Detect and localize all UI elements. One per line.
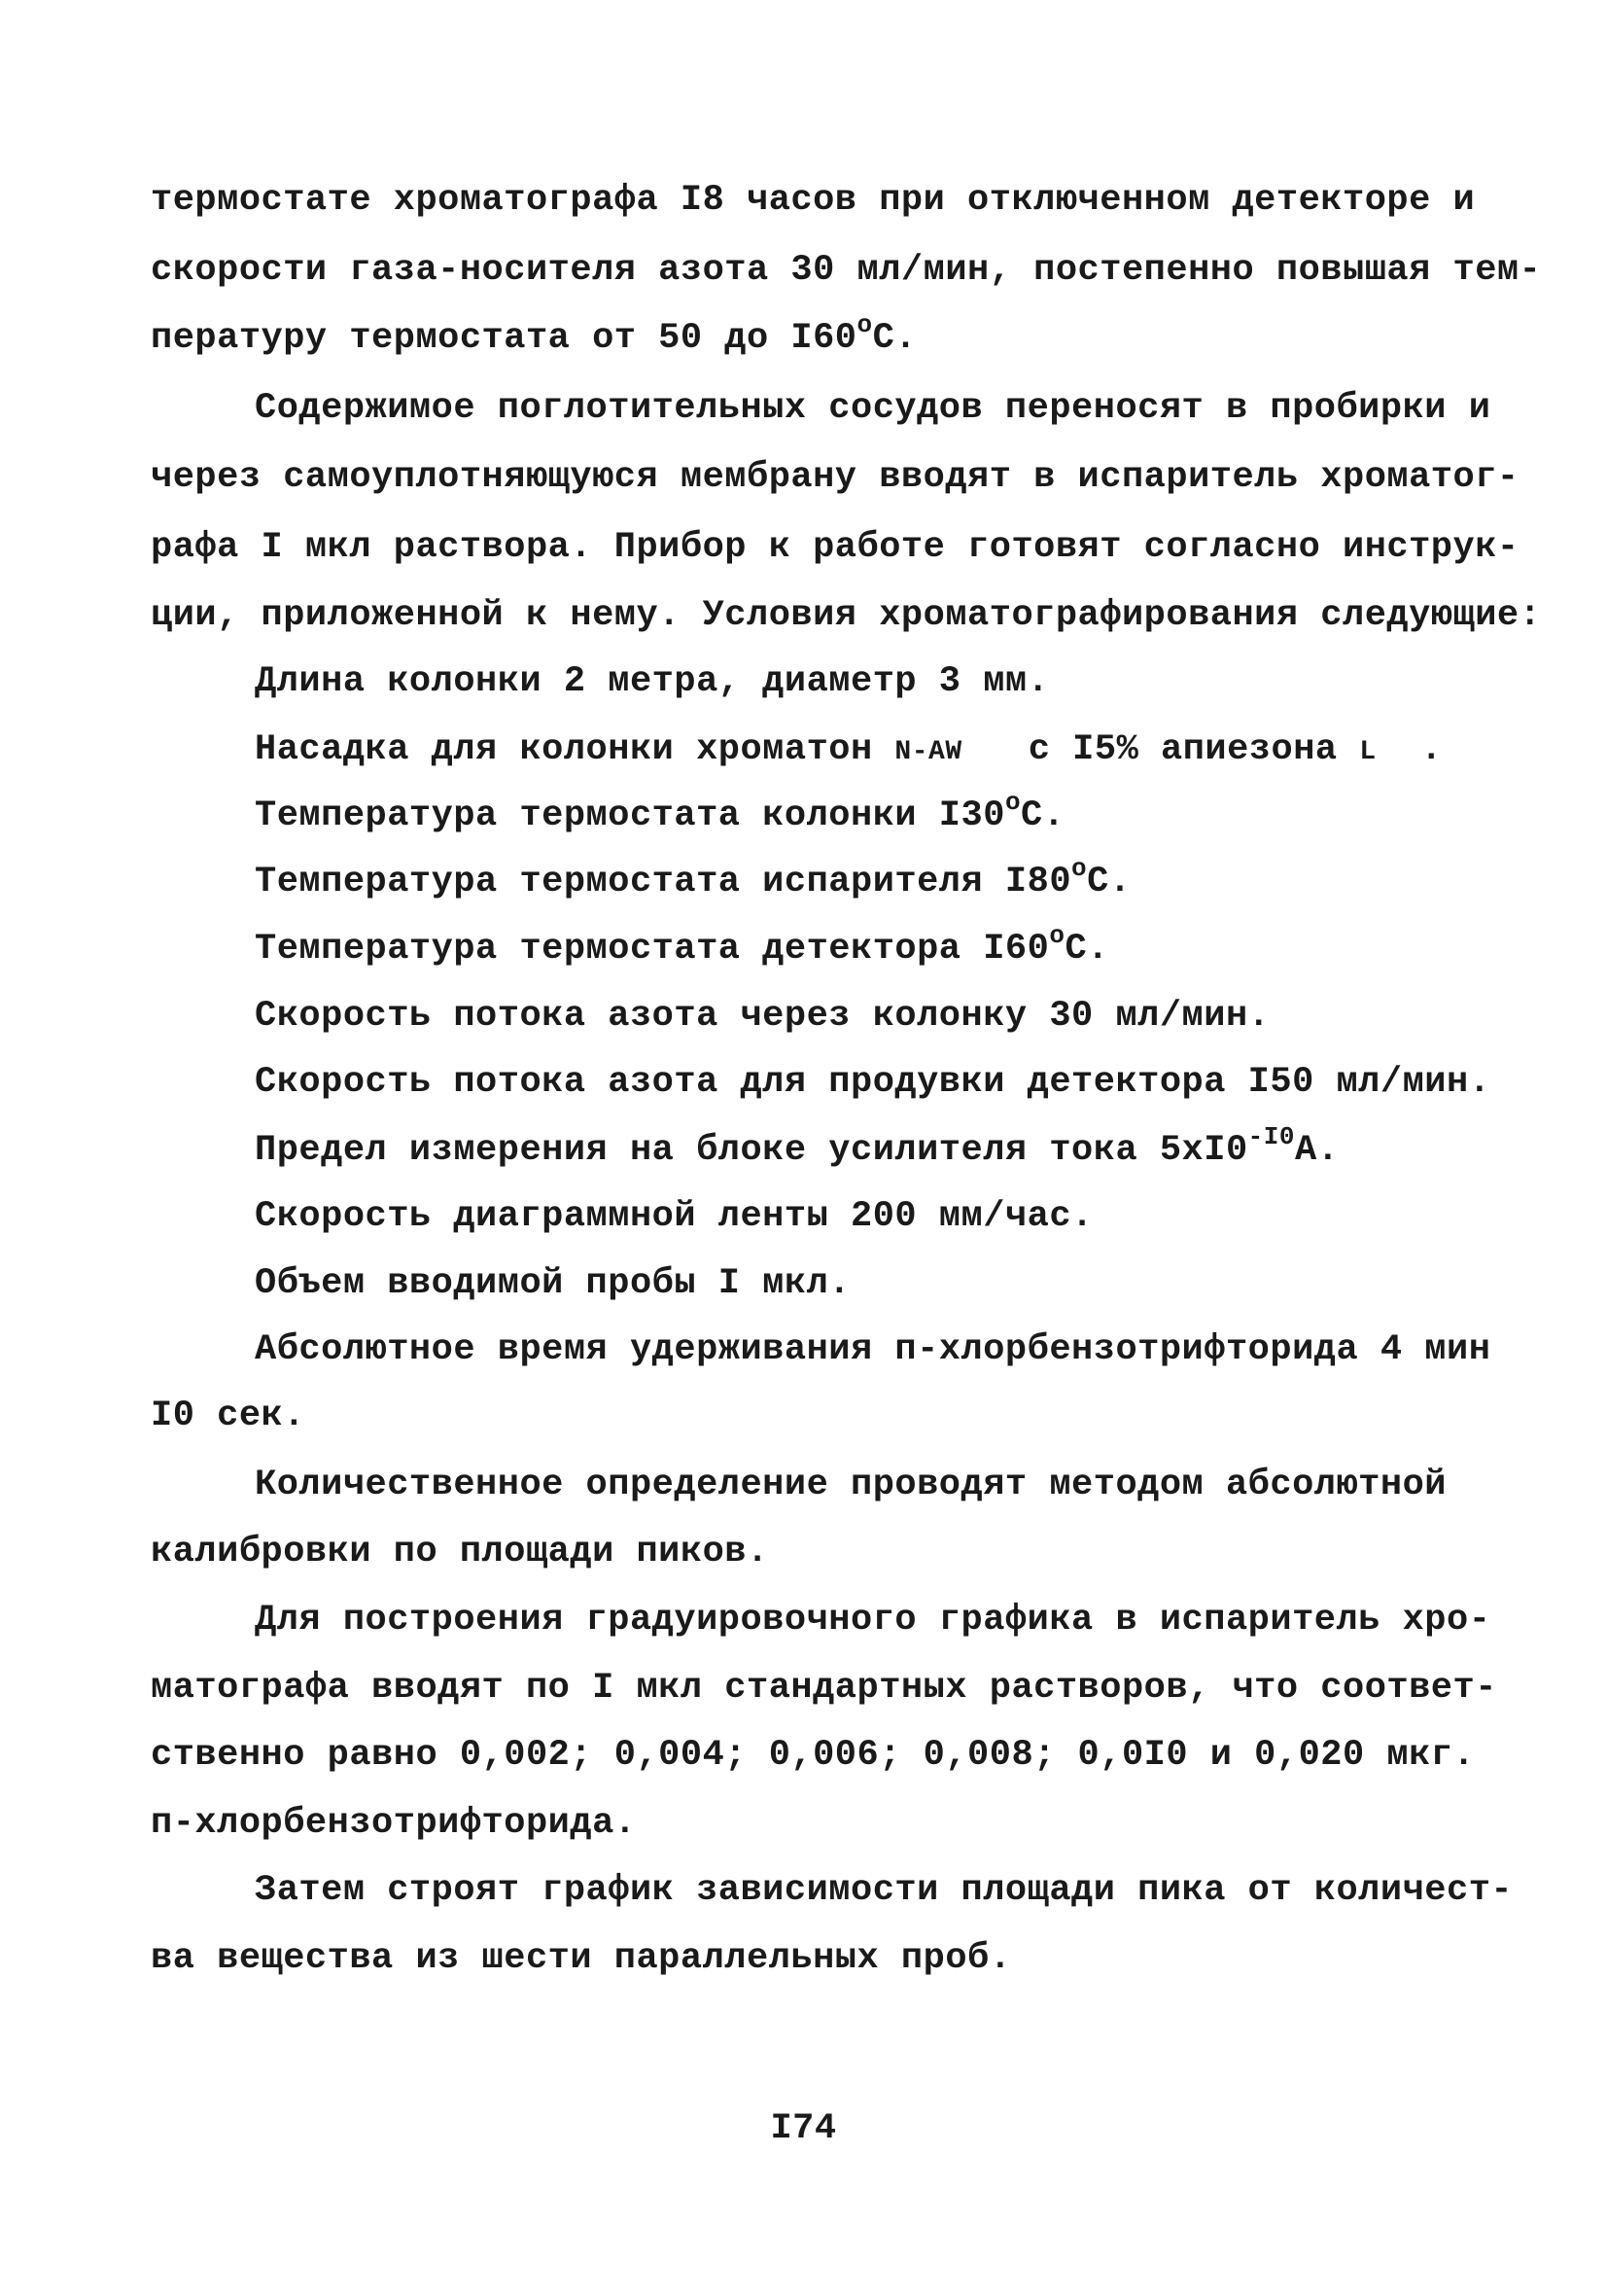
text-span: А. [1294,1130,1340,1171]
text-line: матографа вводят по I мкл стандартных растворов, что соответ- [151,1668,1497,1709]
text-line [255,854,1132,902]
text-line [255,921,1109,970]
text-line: п-хлорбензотрифторида. [151,1803,637,1844]
text-line [255,788,1066,836]
degree-sup: о [1071,854,1088,883]
text-span: с I5% апиезона [1028,729,1338,770]
text-line: Скорость диаграммной ленты 200 мм/час. [255,1196,1094,1237]
text-span: С. [1087,862,1132,902]
text-line: ственно равно 0,002; 0,004; 0,006; 0,008; 0,0I0 и 0,020 мкг. [151,1735,1476,1776]
text-span: С. [1021,795,1066,836]
text-line: Для построения градуировочного графика в испаритель хро- [255,1600,1491,1641]
text-line: скорости газа-носителя азота 30 мл/мин, постепенно повышая тем- [151,250,1542,291]
text-span: С. [1065,929,1109,970]
degree-sup: о [1049,921,1066,950]
text-line: Скорость потока азота через колонку 30 мл/мин. [255,996,1271,1037]
text-line [255,1122,1340,1171]
text-line: Содержимое поглотительных сосудов переносят в пробирки и [255,388,1491,429]
text-line: Скорость потока азота для продувки детектора I50 мл/мин. [255,1062,1491,1103]
text-line: ции, приложенной к нему. Условия хроматографирования следующие: [151,595,1542,636]
text-span: Температура термостата колонки I30 [255,795,1005,836]
text-line: Объем вводимой пробы I мкл. [255,1263,851,1304]
text-line: I0 сек. [151,1395,305,1436]
exponent-sup: -I0 [1247,1122,1295,1151]
text-line: ва вещества из шести параллельных проб. [151,1938,1012,1979]
text-span: Предел измерения на блоке усилителя тока 5хI0 [255,1130,1248,1171]
text-span: Температура термостата детектора I60 [255,929,1050,970]
text-line: через самоуплотняющуюся мембрану вводят в испаритель хроматог- [151,457,1520,498]
text-span: пературу термостата от 50 до I60 [151,318,857,359]
page-number: I74 [770,2108,837,2149]
degree-sup: о [856,310,873,339]
text-line: Количественное определение проводят методом абсолютной [255,1465,1447,1505]
text-span: Насадка для колонки хроматон [255,729,873,770]
text-line: термостате хроматографа I8 часов при отключенном детекторе и [151,180,1476,221]
text-span: N-AW [894,737,962,767]
text-line: калибровки по площади пиков. [151,1532,769,1572]
text-span: С. [872,318,918,359]
text-span: Температура термостата испарителя I80 [255,862,1072,902]
text-line [255,729,1443,770]
text-line [151,310,918,359]
text-line: Длина колонки 2 метра, диаметр 3 мм. [255,661,1050,702]
degree-sup: о [1004,788,1022,817]
text-line: Затем строят график зависимости площади пика от количест- [255,1870,1514,1911]
text-span: L [1359,737,1377,767]
text-line: рафа I мкл раствора. Прибор к работе готовят согласно инструк- [151,527,1520,568]
text-line: Абсолютное время удерживания п-хлорбензотрифторида 4 мин [255,1329,1491,1370]
text-span: . [1420,729,1443,770]
